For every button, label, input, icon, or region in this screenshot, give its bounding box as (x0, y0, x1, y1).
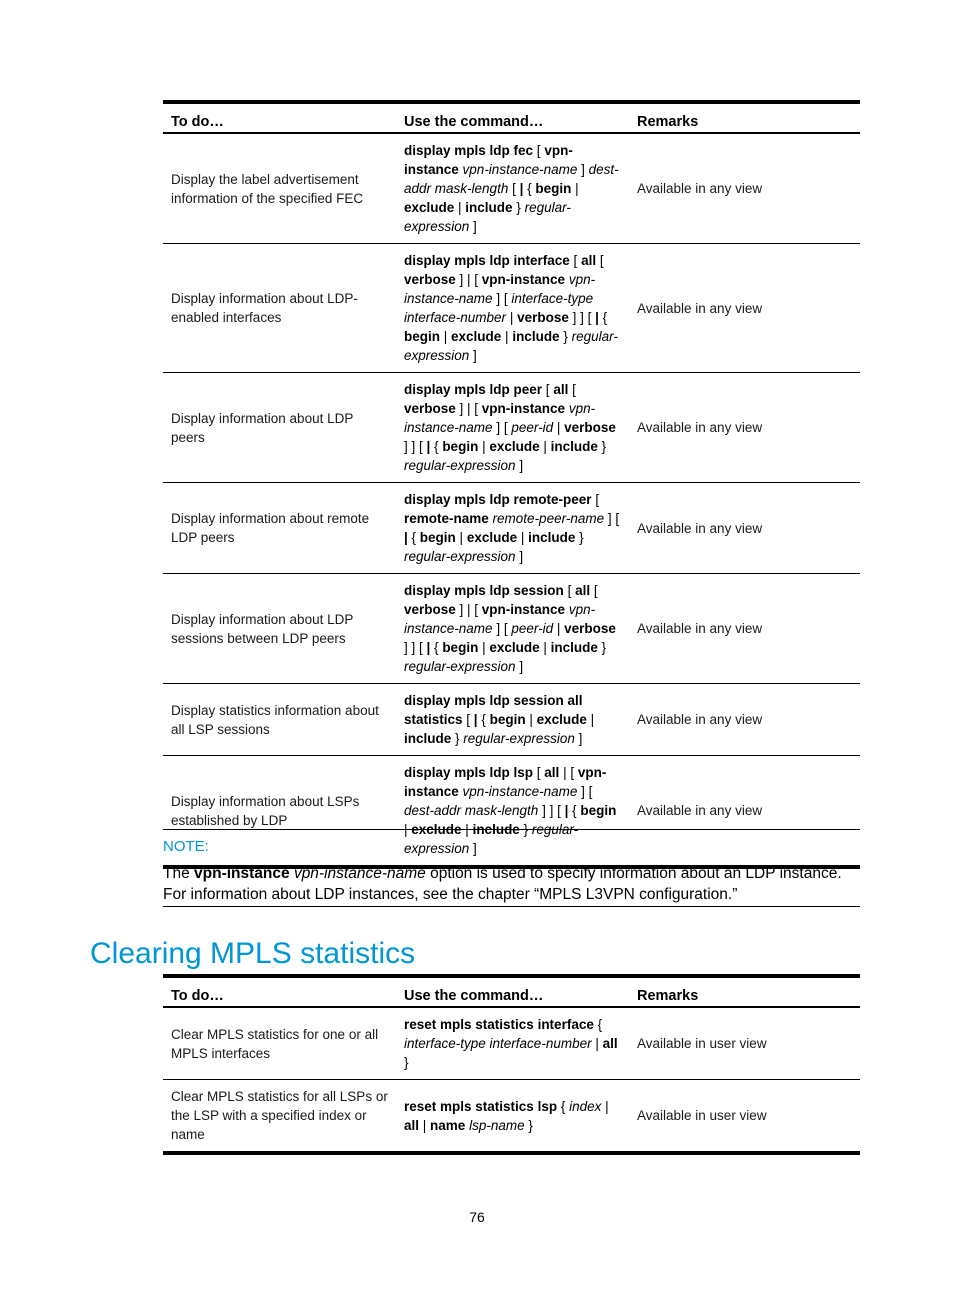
remarks-cell: Available in any view (637, 300, 763, 316)
text-segment: { (477, 712, 490, 727)
keyword: verbose (404, 602, 456, 617)
argument: regular-expression (404, 822, 579, 856)
text-segment: | (539, 640, 551, 655)
text-segment: | (501, 329, 513, 344)
remarks-cell: Available in any view (637, 803, 763, 818)
text-segment: ] [ (492, 420, 512, 435)
keyword: vpn-instance (404, 765, 607, 799)
text-segment: ] ] [ (404, 640, 427, 655)
command-cell (396, 684, 629, 756)
keyword: begin (404, 329, 440, 344)
keyword: | (426, 640, 431, 655)
keyword: exclude (489, 439, 540, 454)
text-segment: ] (469, 219, 477, 234)
todo-cell: Display the label advertisement information of the specified FEC (171, 171, 364, 206)
text-segment: } (597, 439, 607, 454)
text-segment: { (557, 1098, 570, 1114)
text-segment: ] ] [ (538, 803, 565, 818)
keyword: exclude (411, 822, 462, 837)
argument: regular-expression (463, 731, 575, 746)
keyword: begin (489, 712, 526, 727)
keyword: name (430, 1117, 466, 1133)
keyword: all (602, 1036, 618, 1051)
text-segment: | (419, 1117, 431, 1133)
remarks-cell: Available in any view (637, 520, 763, 536)
argument: peer-id (511, 420, 554, 435)
text-segment: | (506, 310, 518, 325)
clear-table-body (163, 1007, 860, 1153)
keyword: verbose (564, 420, 616, 435)
todo-cell: Display information about LDP peers (171, 410, 354, 445)
text-segment: | (586, 712, 595, 727)
argument: regular-expression (404, 329, 618, 363)
remarks-cell: Available in any view (637, 621, 763, 636)
keyword: begin (442, 439, 479, 454)
keyword: exclude (404, 200, 455, 215)
keyword: include (550, 439, 598, 454)
keyword: all (544, 765, 560, 780)
keyword: include (512, 329, 560, 344)
text-segment: ] (469, 841, 477, 856)
text-segment: [ (569, 253, 582, 268)
text-segment: ] (515, 549, 524, 564)
argument: vpn-instance-name (293, 865, 426, 882)
text-segment: | (591, 1036, 603, 1051)
header-remarks: Remarks (637, 988, 699, 1004)
text-segment: { (568, 803, 581, 818)
keyword: exclude (536, 712, 587, 727)
header-remarks: Remarks (637, 114, 699, 130)
text-segment: } (597, 640, 607, 655)
text-segment: ] ] [ (568, 310, 596, 325)
argument: dest-addr mask-length (404, 803, 539, 818)
todo-cell: Display statistics information about all LSP sessions (171, 702, 379, 737)
text-segment: [ (533, 143, 545, 158)
text-segment: } (451, 731, 464, 746)
keyword: include (472, 822, 520, 837)
text-segment: [ (591, 492, 600, 507)
keyword: | (519, 181, 524, 196)
argument: lsp-name (469, 1117, 525, 1133)
text-segment: [ (568, 382, 576, 397)
keyword: display mpls ldp peer (404, 382, 543, 397)
text-segment: { (430, 640, 443, 655)
text-segment: ] | [ (455, 401, 482, 416)
argument: regular-expression (404, 200, 571, 234)
text-segment: | (478, 439, 490, 454)
note-label: NOTE: (163, 838, 209, 855)
text-segment: | (525, 712, 537, 727)
text-segment: | (539, 439, 551, 454)
todo-cell: Clear MPLS statistics for all LSPs or the LSP with a specified index or name (171, 1089, 388, 1142)
keyword: remote-name (404, 511, 489, 526)
text-segment: [ (590, 583, 598, 598)
note-text (163, 863, 860, 905)
text-segment: ] [ (492, 621, 512, 636)
argument: vpn-instance-name (462, 784, 578, 799)
keyword: begin (442, 640, 479, 655)
remarks-cell: Available in any view (637, 420, 763, 435)
remarks-cell: Available in user view (637, 1108, 767, 1123)
table-row (163, 133, 860, 244)
keyword: vpn-instance (194, 865, 290, 882)
keyword: verbose (564, 621, 616, 636)
keyword: vpn-instance (481, 272, 566, 287)
text-segment: } (512, 200, 525, 215)
header-todo: To do… (171, 988, 224, 1004)
text-segment: ] | [ (455, 602, 482, 617)
text-segment: | (601, 1098, 609, 1114)
keyword: display mpls ldp session (404, 583, 564, 598)
keyword: | (473, 712, 478, 727)
text-segment: ] (515, 659, 524, 674)
argument: regular-expression (404, 458, 516, 473)
text-segment: option is used to specify information about an LDP instance. For information about LDP instances, see the chapter “MPLS L3VPN configuration.” (163, 865, 842, 903)
text-segment: | (571, 181, 579, 196)
command-cell (396, 133, 629, 244)
table-row (163, 1080, 860, 1154)
remarks-cell: Available in any view (637, 712, 763, 727)
header-command: Use the command… (404, 988, 544, 1004)
keyword: begin (535, 181, 572, 196)
ldp-display-commands-table (163, 100, 860, 869)
ldp-table-body (163, 133, 860, 867)
clear-statistics-commands-table (163, 974, 860, 1155)
keyword: | (595, 310, 599, 325)
keyword: display mpls ldp lsp (404, 765, 534, 780)
text-segment: ] [ (604, 511, 620, 526)
text-segment: | (553, 420, 565, 435)
keyword: | (426, 439, 431, 454)
command-cell (396, 373, 629, 483)
text-segment: ] [ (492, 291, 512, 306)
keyword: include (550, 640, 598, 655)
keyword: all (581, 253, 597, 268)
keyword: reset mpls statistics lsp (404, 1098, 558, 1114)
keyword: verbose (404, 401, 456, 416)
keyword: display mpls ldp fec (404, 143, 534, 158)
text-segment: | (553, 621, 565, 636)
text-segment: | (454, 200, 466, 215)
text-segment: ] | [ (455, 272, 482, 287)
command-cell (396, 244, 629, 373)
keyword: begin (419, 530, 456, 545)
text-segment: | (517, 530, 529, 545)
argument: mask-length (434, 181, 509, 196)
remarks-cell: Available in any view (637, 181, 763, 196)
text-segment: { (407, 530, 420, 545)
text-segment: { (523, 181, 536, 196)
text-segment: [ (508, 181, 520, 196)
todo-cell: Display information about remote LDP peers (171, 511, 370, 545)
keyword: verbose (517, 310, 569, 325)
note-box (163, 829, 860, 907)
argument: index (569, 1098, 602, 1114)
page-number: 76 (469, 1209, 485, 1225)
argument: vpn-instance-name (404, 602, 596, 636)
text-segment: ] (577, 162, 589, 177)
text-segment: [ (596, 253, 604, 268)
keyword: vpn-instance (481, 602, 566, 617)
keyword: vpn-instance (481, 401, 566, 416)
text-segment: } (519, 822, 532, 837)
keyword: all (404, 1117, 420, 1133)
table-row (163, 684, 860, 756)
text-segment: } (559, 329, 572, 344)
text-segment: | (461, 822, 473, 837)
keyword: reset mpls statistics interface (404, 1017, 594, 1032)
header-todo: To do… (171, 114, 224, 130)
keyword: include (465, 200, 513, 215)
text-segment: ] [ (577, 784, 593, 799)
text-segment: [ (563, 583, 576, 598)
text-segment: } (404, 1055, 409, 1070)
keyword: | (564, 803, 569, 818)
argument: regular-expression (404, 659, 516, 674)
command-cell (396, 483, 629, 574)
table-row (163, 574, 860, 684)
text-segment: | [ (559, 765, 578, 780)
table-row (163, 373, 860, 483)
keyword: all (575, 583, 591, 598)
argument: vpn-instance-name (404, 272, 596, 306)
argument: interface-type interface-number (404, 1036, 592, 1051)
keyword: include (528, 530, 576, 545)
text-segment: { (598, 310, 608, 325)
todo-cell: Display information about LDP-enabled interfaces (171, 291, 358, 325)
keyword: exclude (451, 329, 502, 344)
keyword: display mpls ldp remote-peer (404, 492, 592, 507)
table-row (163, 483, 860, 574)
command-cell (396, 1080, 629, 1154)
argument: peer-id (511, 621, 554, 636)
text-segment: ] (574, 731, 583, 746)
text-segment: ] ] [ (404, 439, 427, 454)
command-cell (396, 574, 629, 684)
argument: dest-addr (404, 162, 619, 196)
section-title: Clearing MPLS statistics (90, 937, 416, 970)
text-segment: ] (515, 458, 524, 473)
table-row (163, 244, 860, 373)
table-header-row (163, 102, 860, 133)
keyword: vpn-instance (404, 143, 573, 177)
text-segment: } (575, 530, 584, 545)
keyword: begin (580, 803, 617, 818)
argument: vpn-instance-name (404, 401, 596, 435)
argument: vpn-instance-name (462, 162, 578, 177)
command-cell (396, 1007, 629, 1080)
text-segment: The (163, 865, 195, 882)
text-segment: } (524, 1117, 533, 1133)
table-row (163, 1007, 860, 1080)
text-segment: ] (469, 348, 477, 363)
keyword: all (553, 382, 569, 397)
argument: regular-expression (404, 549, 516, 564)
text-segment: | (478, 640, 490, 655)
keyword: display mpls ldp interface (404, 253, 570, 268)
header-command: Use the command… (404, 114, 544, 130)
text-segment: | (440, 329, 452, 344)
keyword: include (404, 731, 452, 746)
text-segment: { (430, 439, 443, 454)
text-segment: [ (533, 765, 545, 780)
keyword: exclude (489, 640, 540, 655)
keyword: | (404, 530, 408, 545)
remarks-cell: Available in user view (637, 1036, 767, 1051)
argument: remote-peer-name (492, 511, 605, 526)
todo-cell: Display information about LSPs established by LDP (171, 793, 360, 828)
todo-cell: Clear MPLS statistics for one or all MPLS interfaces (171, 1026, 379, 1061)
text-segment: [ (542, 382, 554, 397)
text-segment: [ (462, 712, 474, 727)
keyword: display mpls ldp session all statistics (404, 693, 583, 727)
argument: interface-type interface-number (404, 291, 594, 325)
text-segment: | (455, 530, 467, 545)
todo-cell: Display information about LDP sessions between LDP peers (171, 611, 354, 646)
text-segment: { (593, 1017, 603, 1032)
table-header-row (163, 976, 860, 1007)
keyword: verbose (404, 272, 456, 287)
keyword: exclude (466, 530, 518, 545)
text-segment: | (404, 822, 412, 837)
